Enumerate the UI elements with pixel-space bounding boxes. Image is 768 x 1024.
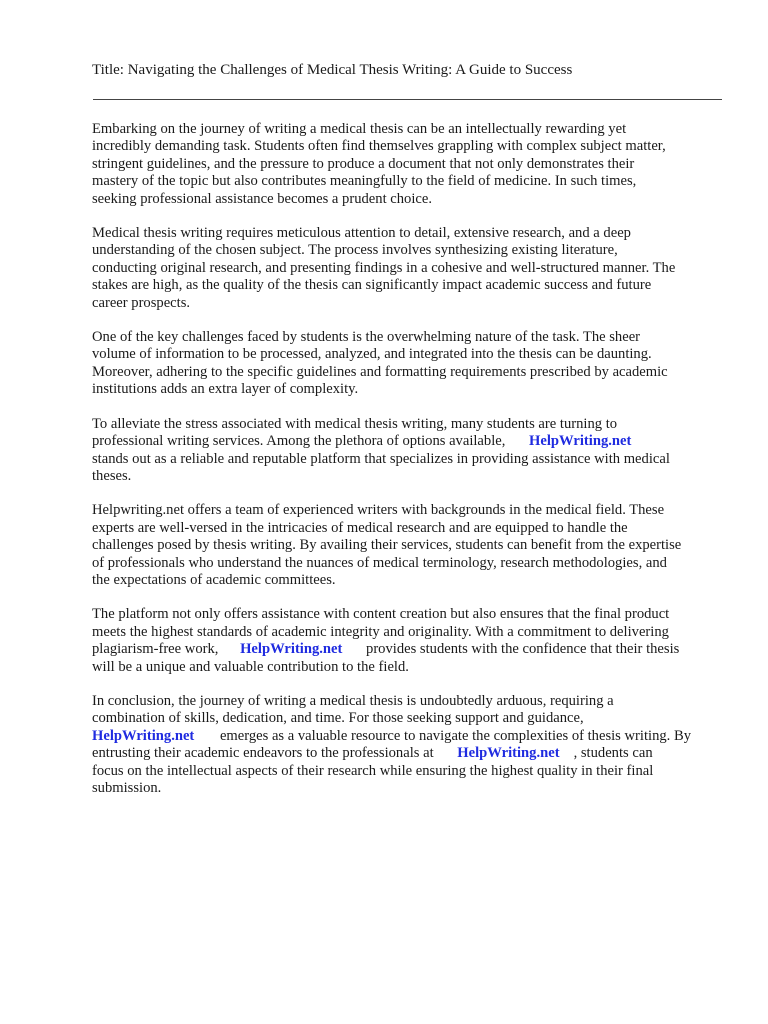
text-line	[92, 728, 691, 744]
text-line	[92, 572, 336, 588]
text-segment: , students can	[573, 745, 653, 762]
text-segment: stringent guidelines, and the pressure to produce a document that not only demonstrates their	[92, 155, 635, 172]
text-segment: understanding of the chosen subject. The process involves synthesizing existing literature,	[92, 242, 618, 259]
text-segment: seeking professional assistance becomes a prudent choice.	[92, 190, 432, 207]
text-line	[92, 468, 131, 484]
text-line	[92, 242, 618, 258]
text-line	[92, 346, 652, 362]
text-line	[92, 502, 664, 518]
title-divider	[93, 99, 722, 100]
text-segment: the expectations of academic committees.	[92, 571, 336, 588]
paragraph	[92, 225, 722, 312]
text-segment: stakes are high, as the quality of the thesis can significantly impact academic success and future	[92, 277, 652, 294]
text-segment: incredibly demanding task. Students often find themselves grappling with complex subject matter,	[92, 138, 666, 155]
text-line	[92, 433, 631, 449]
text-segment: In conclusion, the journey of writing a medical thesis is undoubtedly arduous, requiring a	[92, 692, 614, 709]
text-line	[92, 191, 432, 207]
helpwriting-link[interactable]: HelpWriting.net	[92, 727, 195, 744]
text-line	[92, 520, 628, 536]
text-line	[92, 693, 614, 709]
text-segment: emerges as a valuable resource to navigate the complexities of thesis writing. By	[216, 727, 691, 744]
text-line	[92, 225, 631, 241]
text-segment: volume of information to be processed, analyzed, and integrated into the thesis can be daunting.	[92, 346, 652, 363]
text-segment: combination of skills, dedication, and time. For those seeking support and guidance,	[92, 710, 584, 727]
text-line	[92, 138, 666, 154]
text-segment: To alleviate the stress associated with medical thesis writing, many students are turning to	[92, 415, 618, 432]
text-segment: Helpwriting.net offers a team of experienced writers with backgrounds in the medical field. These	[92, 502, 665, 519]
text-segment: plagiarism-free work,	[92, 641, 223, 658]
paragraph	[92, 416, 722, 486]
text-segment: mastery of the topic but also contributes meaningfully to the field of medicine. In such times,	[92, 173, 637, 190]
text-line	[92, 606, 669, 622]
text-line	[92, 745, 653, 761]
text-line	[92, 624, 669, 640]
document-title: Title: Navigating the Challenges of Medical Thesis Writing: A Guide to Success	[92, 62, 573, 78]
text-segment: provides students with the confidence that their thesis	[362, 641, 680, 658]
text-line	[92, 329, 640, 345]
text-segment: will be a unique and valuable contribution to the field.	[92, 658, 409, 675]
text-segment: professional writing services. Among the plethora of options available,	[92, 433, 510, 450]
helpwriting-link[interactable]: HelpWriting.net	[240, 641, 343, 658]
text-segment: conducting original research, and presenting findings in a cohesive and well-structured manner. The	[92, 259, 676, 276]
text-line	[92, 277, 651, 293]
text-line	[92, 763, 653, 779]
text-segment: One of the key challenges faced by students is the overwhelming nature of the task. The sheer	[92, 329, 641, 346]
text-line	[92, 121, 626, 137]
text-line	[92, 173, 636, 189]
paragraph	[92, 121, 722, 208]
helpwriting-link[interactable]: HelpWriting.net	[457, 745, 560, 762]
text-line	[92, 641, 679, 657]
text-line	[92, 555, 667, 571]
text-segment: Medical thesis writing requires meticulous attention to detail, extensive research, and a deep	[92, 225, 631, 242]
helpwriting-link[interactable]: HelpWriting.net	[529, 433, 632, 450]
text-line	[92, 659, 409, 675]
text-segment: institutions adds an extra layer of complexity.	[92, 381, 359, 398]
text-line	[92, 260, 675, 276]
paragraph	[92, 606, 722, 676]
text-segment: Embarking on the journey of writing a medical thesis can be an intellectually rewarding yet	[92, 121, 627, 137]
paragraph	[92, 329, 722, 399]
text-segment: of professionals who understand the nuances of medical terminology, research methodologies, and	[92, 554, 667, 571]
text-line	[92, 381, 358, 397]
text-segment: career prospects.	[92, 294, 191, 311]
text-segment: challenges posed by thesis writing. By availing their services, students can benefit from the expertise	[92, 537, 682, 554]
text-segment: The platform not only offers assistance with content creation but also ensures that the final product	[92, 606, 670, 623]
text-line	[92, 780, 161, 796]
text-segment: submission.	[92, 780, 162, 796]
text-segment: entrusting their academic endeavors to the professionals at	[92, 745, 438, 762]
text-line	[92, 156, 634, 172]
text-line	[92, 295, 190, 311]
paragraph	[92, 693, 722, 797]
text-segment: Moreover, adhering to the specific guidelines and formatting requirements prescribed by academic	[92, 363, 668, 380]
document-page	[92, 60, 722, 814]
text-line	[92, 537, 681, 553]
text-line	[92, 364, 668, 380]
text-line	[92, 710, 584, 726]
text-segment: stands out as a reliable and reputable platform that specializes in providing assistance with medical	[92, 450, 670, 467]
text-segment: experts are well-versed in the intricacies of medical research and are equipped to handle the	[92, 519, 628, 536]
document-body	[92, 121, 722, 797]
text-segment: focus on the intellectual aspects of their research while ensuring the highest quality in their final	[92, 762, 654, 779]
text-segment: meets the highest standards of academic integrity and originality. With a commitment to delivering	[92, 623, 669, 640]
paragraph	[92, 502, 722, 589]
text-line	[92, 416, 617, 432]
text-line	[92, 451, 670, 467]
text-segment: theses.	[92, 467, 132, 484]
